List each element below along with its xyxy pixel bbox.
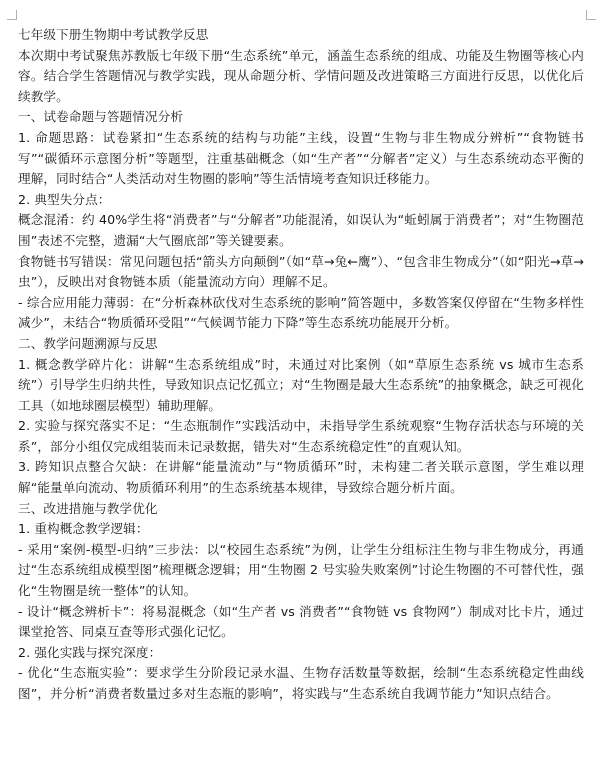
intro-paragraph: 本次期中考试聚焦苏教版七年级下册“生态系统”单元，涵盖生态系统的组成、功能及生物圈等核心内容。结合学生答题情况与教学实践，现从命题分析、学情问题及改进策略三方面进行反思，以优化后续教学。 <box>18 47 584 104</box>
page-corner-mark-left <box>7 10 17 20</box>
paragraph-weak-application: - 综合应用能力薄弱：在“分析森林砍伐对生态系统的影响”简答题中，多数答案仅停留在“生物多样性减少”，未结合“物质循环受阻”“气候调节能力下降”等生态系统功能展开分析。 <box>18 294 584 331</box>
paragraph-food-chain-errors: 食物链书写错误：常见问题包括“箭头方向颠倒”（如“草→兔←鹰”）、“包含非生物成分”（如“阳光→草→虫”），反映出对食物链本质（能量流动方向）理解不足。 <box>18 253 584 290</box>
section-heading-improvements: 三、改进措施与教学优化 <box>18 500 158 516</box>
paragraph-ecobottle-experiment: - 优化“生态瓶实验”：要求学生分阶段记录水温、生物存活数量等数据，绘制“生态系统稳定性曲线图”，并分析“消费者数量过多对生态瓶的影响”，将实践与“生态系统自我调节能力”知识点结合。 <box>18 665 584 701</box>
paragraph-typical-errors: 2. 典型失分点： <box>18 191 111 207</box>
section-heading-analysis: 一、试卷命题与答题情况分析 <box>18 109 184 125</box>
document-title: 七年级下册生物期中考试教学反思 <box>18 27 209 42</box>
section-heading-problems: 二、教学问题溯源与反思 <box>18 335 158 351</box>
paragraph-concept-confusion: 概念混淆：约 40%学生将“消费者”与“分解者”功能混淆，如误认为“蚯蚓属于消费者”；对“生物圈范围”表述不完整，遗漏“大气圈底部”等关键要素。 <box>18 212 584 248</box>
paragraph-design-idea: 1. 命题思路：试卷紧扣“生态系统的结构与功能”主线，设置“生物与非生物成分辨析”“食物链书写”“碳循环示意图分析”等题型，注重基础概念（如“生产者”“分解者”定义）与生态系统动态平衡的理解，同时结合“人类活动对生物圈的影响”等生活情境考查知识迁移能力。 <box>18 129 584 187</box>
paragraph-practice-depth: 2. 强化实践与探究深度： <box>18 644 162 660</box>
paragraph-experiment-insufficient: 2. 实验与探究落实不足：“生态瓶制作”实践活动中，未指导学生系统观察“生物存活状态与环境的关系”，部分小组仅完成组装而未记录数据，错失对“生态系统稳定性”的直观认知。 <box>18 418 584 454</box>
paragraph-three-step-method: - 采用“案例-模型-归纳”三步法：以“校园生态系统”为例，让学生分组标注生物与非生物成分，再通过“生态系统组成模型图”梳理概念逻辑；用“生物圈 2 号实验失败案例”讨论生物圈的不可替代性，强化“生物圈是统一整体”的认知。 <box>18 541 584 599</box>
paragraph-restructure-logic: 1. 重构概念教学逻辑： <box>18 521 149 537</box>
paragraph-concept-cards: - 设计“概念辨析卡”：将易混概念（如“生产者 vs 消费者”“食物链 vs 食物网”）制成对比卡片，通过课堂抢答、同桌互查等形式强化记忆。 <box>18 603 584 640</box>
paragraph-fragmented-teaching: 1. 概念教学碎片化：讲解“生态系统组成”时，未通过对比案例（如“草原生态系统 vs 城市生态系统”）引导学生归纳共性，导致知识点记忆孤立；对“生物圈是最大生态系统”的抽象概念，缺乏可视化工具（如地球圈层模型）辅助理解。 <box>18 356 584 413</box>
document-body <box>18 25 584 705</box>
paragraph-integration-lacking: 3. 跨知识点整合欠缺：在讲解“能量流动”与“物质循环”时，未构建二者关联示意图，学生难以理解“能量单向流动、物质循环利用”的生态系统基本规律，导致综合题分析片面。 <box>18 459 584 496</box>
page-corner-mark-right <box>586 10 596 20</box>
